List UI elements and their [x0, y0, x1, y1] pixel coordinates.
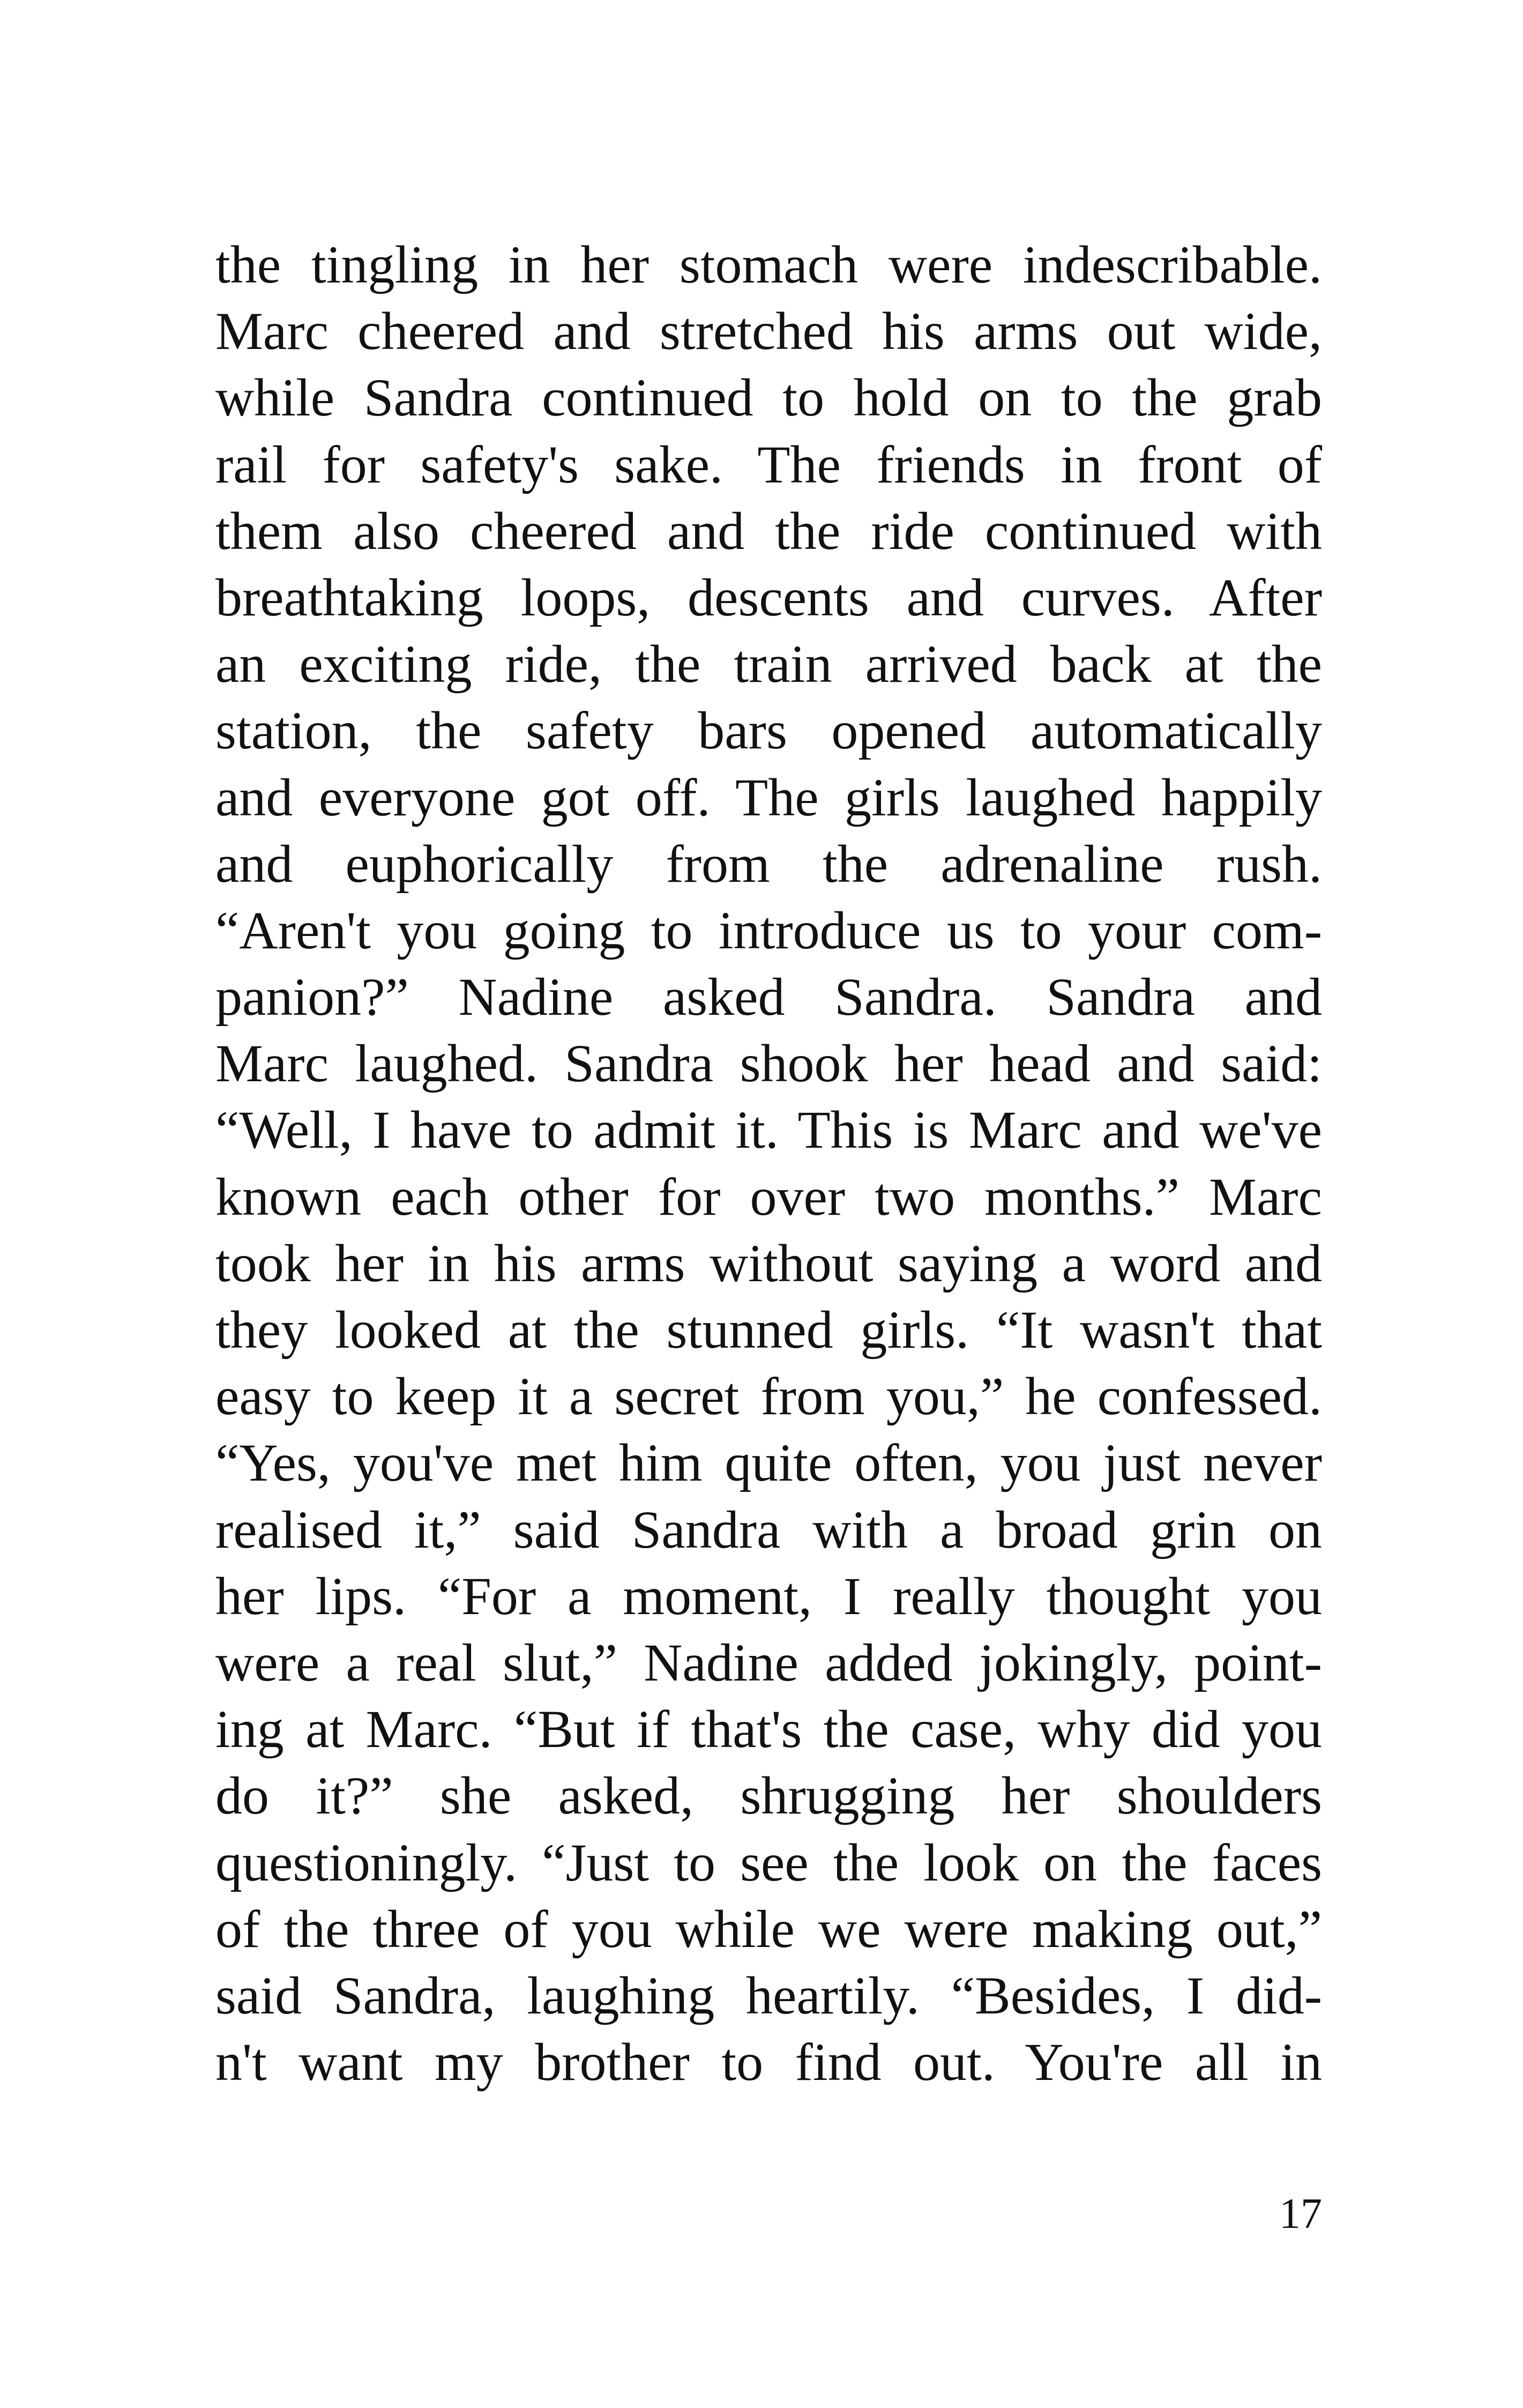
text-line: they looked at the stunned girls. “It wasn't that [215, 1300, 1322, 1359]
text-line: easy to keep it a secret from you,” he confessed. [215, 1366, 1322, 1426]
text-line: her lips. “For a moment, I really thought you [215, 1566, 1322, 1626]
text-line: “Yes, you've met him quite often, you just never [215, 1433, 1322, 1493]
text-line: realised it,” said Sandra with a broad grin on [215, 1499, 1322, 1559]
text-line: station, the safety bars opened automatically [215, 701, 1322, 761]
text-line: were a real slut,” Nadine added jokingly, point- [215, 1632, 1322, 1692]
text-line: panion?” Nadine asked Sandra. Sandra and [215, 967, 1322, 1027]
page-number: 17 [1279, 2190, 1322, 2238]
text-line: questioningly. “Just to see the look on the faces [215, 1832, 1322, 1892]
text-line: while Sandra continued to hold on to the grab [215, 368, 1322, 428]
text-line: the tingling in her stomach were indescribable. [215, 235, 1322, 294]
text-line: took her in his arms without saying a word and [215, 1233, 1322, 1293]
text-line: of the three of you while we were making out,” [215, 1899, 1322, 1959]
text-line: Marc cheered and stretched his arms out wide, [215, 301, 1322, 361]
text-line: “Aren't you going to introduce us to your com- [215, 900, 1322, 960]
text-line: and euphorically from the adrenaline rush. [215, 834, 1322, 894]
text-line: do it?” she asked, shrugging her shoulders [215, 1766, 1322, 1826]
text-line: n't want my brother to find out. You're all in [215, 2032, 1322, 2092]
text-line: rail for safety's sake. The friends in front of [215, 434, 1322, 494]
body-text [215, 232, 1322, 2095]
text-line: them also cheered and the ride continued with [215, 501, 1322, 561]
text-line: and everyone got off. The girls laughed happily [215, 767, 1322, 827]
text-line: ing at Marc. “But if that's the case, why did you [215, 1699, 1322, 1759]
text-line: “Well, I have to admit it. This is Marc and we've [215, 1100, 1322, 1160]
text-line: breathtaking loops, descents and curves. After [215, 567, 1322, 627]
text-line: known each other for over two months.” Marc [215, 1166, 1322, 1227]
text-line: said Sandra, laughing heartily. “Besides, I did- [215, 1965, 1322, 2025]
text-line: an exciting ride, the train arrived back at the [215, 634, 1322, 694]
text-line: Marc laughed. Sandra shook her head and said: [215, 1034, 1322, 1094]
